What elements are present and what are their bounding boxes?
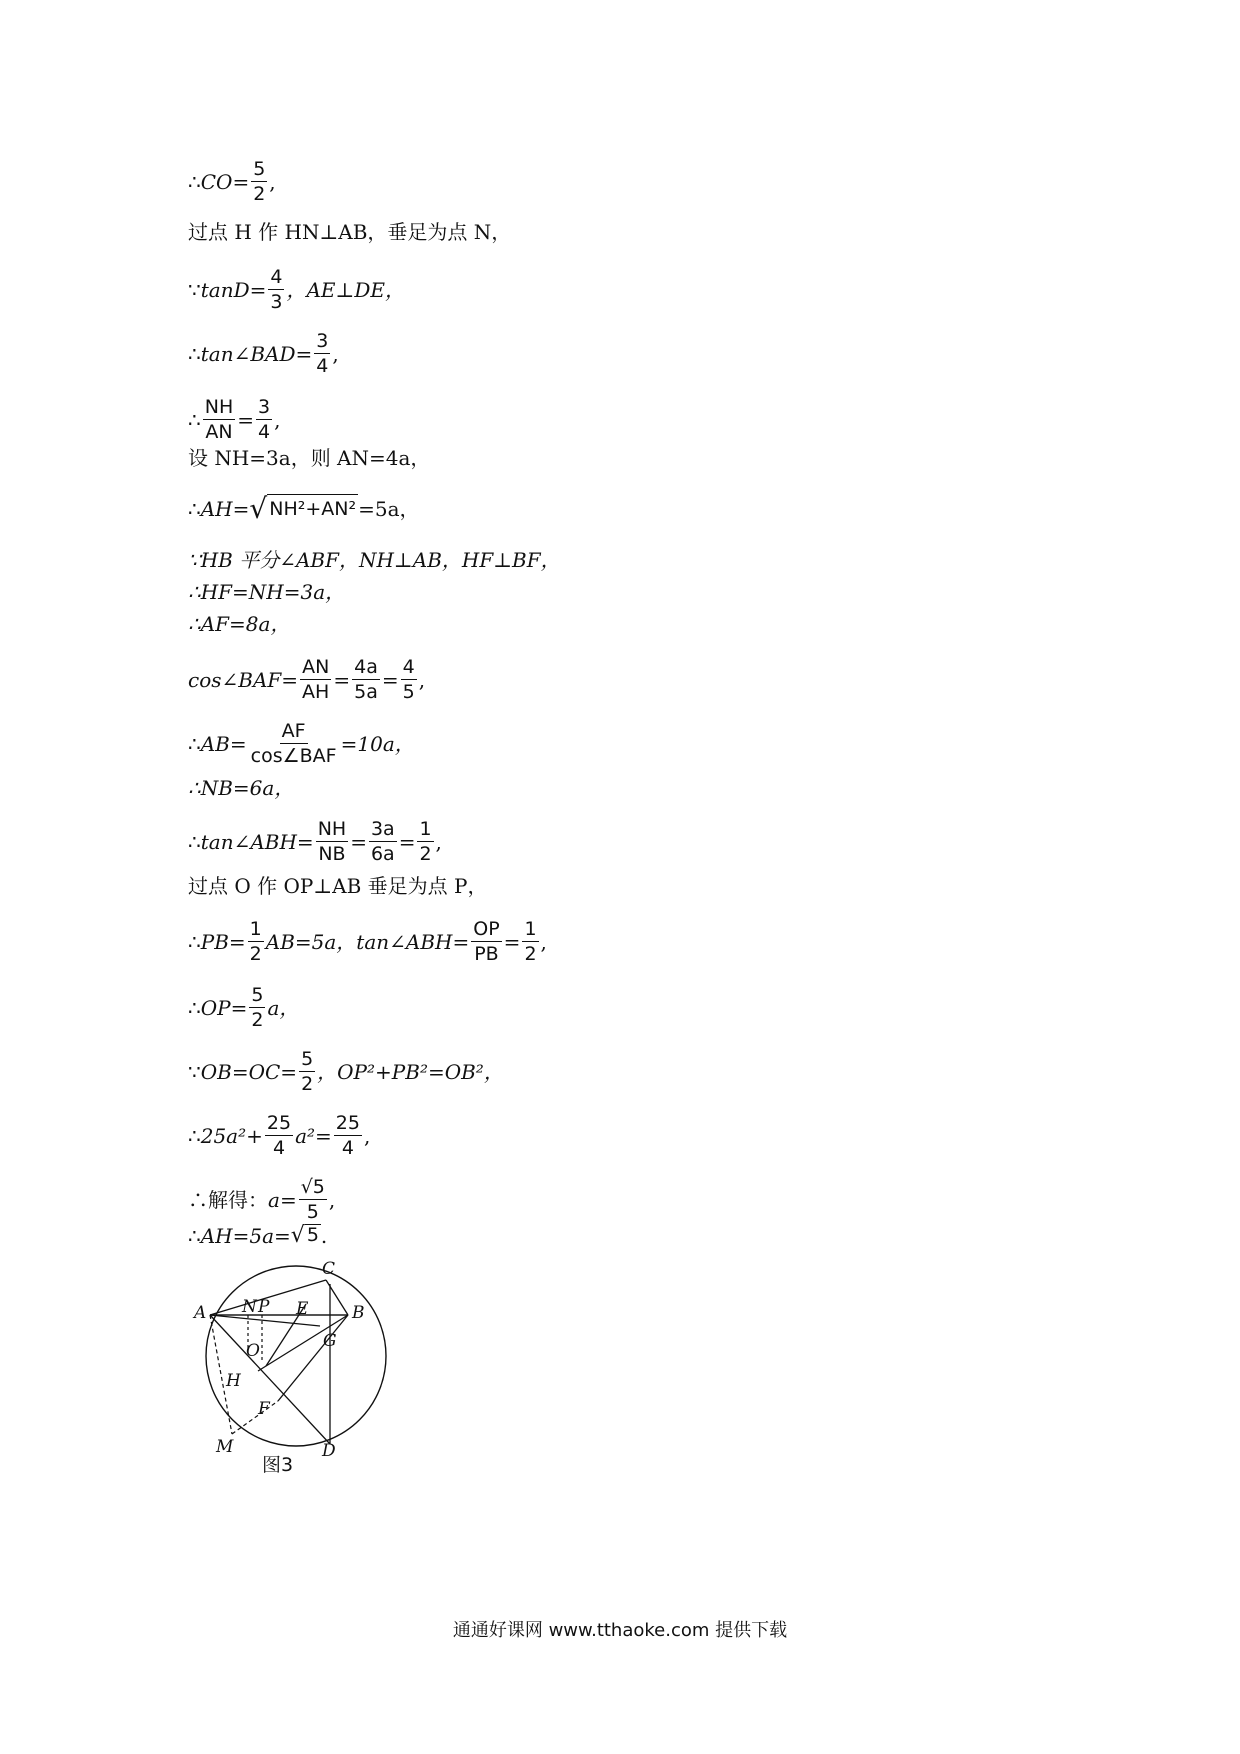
denominator: 3 (270, 291, 283, 313)
numerator: 4 (270, 266, 283, 288)
numerator: OP (473, 918, 500, 940)
tail-text: , (363, 1123, 371, 1148)
symbol-because: ∵ (188, 277, 201, 302)
numerator: 3 (258, 396, 271, 418)
equals: = (503, 929, 521, 954)
tail-text: , (274, 407, 281, 432)
fraction (401, 656, 417, 703)
symbol-therefore: ∴ (188, 1224, 201, 1248)
expr-lhs: 25a²+ (200, 1123, 263, 1148)
equals: = (350, 829, 367, 854)
symbol-therefore: ∴ (188, 929, 201, 954)
tail-text: , (328, 1187, 336, 1212)
line-pb (188, 918, 547, 965)
numerator: 4a (354, 656, 378, 678)
line-text: ∴NB=6a， (188, 776, 295, 800)
numerator: AF (281, 720, 306, 742)
tail-text: a， (267, 995, 300, 1020)
label-g: G (323, 1331, 337, 1351)
label-h: H (226, 1371, 241, 1391)
page-footer: 通通好课网 www.tthaoke.com 提供下载 (452, 1620, 788, 1641)
equals: = (398, 829, 416, 854)
fraction (268, 266, 284, 313)
fraction (471, 918, 501, 965)
numerator: 25 (266, 1112, 292, 1134)
denominator: AN (205, 421, 233, 443)
symbol-therefore: ∴ (188, 995, 201, 1020)
label-e: E (296, 1299, 309, 1319)
fraction (251, 158, 267, 205)
numerator: 5 (253, 158, 266, 180)
equals: = (381, 667, 399, 692)
denominator: 6a (370, 843, 395, 865)
segment-fb (278, 1315, 348, 1401)
fraction (299, 1176, 327, 1223)
tail-text: =10a， (340, 731, 415, 756)
equals: = (229, 731, 247, 756)
equals: = (280, 1059, 298, 1084)
fraction (265, 1112, 293, 1159)
numerator: 1 (249, 918, 262, 940)
numerator: 1 (419, 818, 432, 840)
denominator: 2 (524, 943, 537, 965)
label-a: A (194, 1303, 207, 1323)
numerator: 4 (402, 656, 415, 678)
denominator: NB (318, 843, 346, 865)
equals: = (249, 277, 267, 302)
radical-sign-icon: √ (249, 492, 268, 525)
line-ob-oc (188, 1048, 504, 1095)
denominator: 4 (258, 421, 271, 443)
middle-text: a²= (295, 1123, 332, 1148)
denominator: 4 (272, 1137, 286, 1159)
symbol-therefore: ∴ (188, 169, 201, 194)
symbol-therefore: ∴ (188, 407, 201, 432)
fraction (369, 818, 397, 865)
expr-lhs: OB=OC (200, 1059, 281, 1084)
tail-text: , (435, 829, 442, 854)
fraction (352, 656, 380, 703)
segment-cb (326, 1280, 348, 1315)
equals: = (237, 407, 254, 432)
expr-lhs: tanD (200, 277, 250, 302)
line-equation-a (188, 1112, 370, 1159)
tail-text: , (332, 341, 339, 366)
denominator: 2 (251, 1009, 264, 1031)
line-af (188, 612, 290, 636)
line-text: 设 NH=3a，则 AN=4a， (188, 446, 431, 470)
tail-text: ，AE⊥DE， (286, 277, 405, 302)
middle-text: AB=5a，tan∠ABH= (265, 929, 470, 954)
fraction (522, 918, 538, 965)
expr-lhs: a (268, 1187, 280, 1212)
expr-lhs: cos∠BAF (188, 667, 282, 692)
line-solve-a (188, 1176, 335, 1223)
denominator: AH (302, 681, 330, 703)
line-hb-bisects (188, 548, 561, 572)
expr-lhs: AH (200, 497, 233, 521)
numerator: 25 (335, 1112, 360, 1134)
radicand: NH²+AN² (267, 494, 358, 524)
radicand: 5 (306, 1224, 319, 1246)
symbol-therefore: ∴ (188, 497, 201, 521)
tail-text: , (418, 667, 426, 692)
equals: = (333, 667, 351, 692)
denominator: 2 (419, 843, 432, 865)
equals: = (228, 929, 246, 954)
symbol-therefore: ∴ (188, 731, 201, 756)
tail-text: . (320, 1224, 328, 1248)
numerator: 3a (370, 818, 395, 840)
fraction (300, 656, 331, 703)
numerator: 1 (524, 918, 537, 940)
numerator: 5 (301, 1048, 314, 1070)
line-text: ∴HF=NH=3a， (188, 580, 346, 604)
line-text: ∵HB 平分∠ABF，NH⊥AB，HF⊥BF， (188, 548, 561, 572)
tail-text: ，OP²+PB²=OB²， (317, 1059, 504, 1084)
denominator: 5 (402, 681, 415, 703)
label-f: F (258, 1399, 270, 1419)
line-ab (188, 720, 415, 767)
equals: = (232, 169, 250, 194)
label-o: O (246, 1341, 260, 1361)
expr-lhs: AB (200, 731, 230, 756)
line-hf (188, 580, 345, 604)
denominator: cos∠BAF (250, 745, 337, 767)
expr-lhs: PB (200, 929, 229, 954)
label-p: P (258, 1297, 270, 1317)
equals: = (279, 1187, 297, 1212)
line-nb (188, 776, 294, 800)
geometry-figure (194, 1256, 396, 1461)
denominator: 2 (253, 183, 266, 205)
equals: = (232, 497, 250, 521)
line-co (188, 158, 276, 205)
line-ah-sqrt (188, 494, 420, 524)
fraction (249, 984, 265, 1031)
equals: = (296, 829, 314, 854)
symbol-therefore: ∴ (188, 829, 201, 854)
radical-sign-icon: √ (290, 1223, 305, 1248)
line-cos-baf (188, 656, 425, 703)
equals: = (295, 341, 313, 366)
line-text: 过点 H 作 HN⊥AB，垂足为点 N， (188, 220, 512, 244)
fraction (314, 330, 330, 377)
line-tand (188, 266, 405, 313)
denominator: 4 (316, 355, 329, 377)
fraction (256, 396, 272, 443)
denominator: 4 (341, 1137, 354, 1159)
expr-lhs: tan∠ABH (200, 829, 297, 854)
label-c: C (322, 1259, 336, 1279)
symbol-therefore: ∴ (188, 1123, 201, 1148)
figure-caption: 图3 (262, 1454, 294, 1476)
label-d: D (322, 1441, 336, 1461)
numerator: AN (302, 656, 330, 678)
expr-lhs: OP (200, 995, 231, 1020)
denominator: PB (474, 943, 499, 965)
line-text: 过点 O 作 OP⊥AB 垂足为点 P， (188, 874, 488, 898)
line-set-nh (188, 446, 430, 470)
label-b: B (352, 1303, 365, 1323)
line-nh-an (188, 396, 280, 443)
line-text: ∴AF=8a， (188, 612, 291, 636)
fraction (248, 918, 264, 965)
label-m: M (216, 1437, 234, 1457)
line-tan-abh (188, 818, 442, 865)
square-root (249, 494, 358, 524)
expr-lhs: CO (200, 169, 233, 194)
circle-o (206, 1266, 386, 1446)
tail-text: =5a， (358, 497, 420, 521)
denominator: 5 (306, 1201, 319, 1223)
expr-lhs: AH=5a= (200, 1224, 291, 1248)
square-root (291, 1224, 321, 1248)
line-ah-result (188, 1224, 327, 1248)
tail-text: , (269, 169, 276, 194)
line-tan-bad (188, 330, 339, 377)
line-construct-hn (188, 220, 511, 244)
numerator: 3 (316, 330, 329, 352)
numerator: NH (204, 396, 234, 418)
line-op (188, 984, 299, 1031)
numerator: √5 (300, 1176, 325, 1198)
tail-text: , (540, 929, 547, 954)
denominator: 2 (249, 943, 262, 965)
fraction (203, 396, 236, 443)
label-n: N (242, 1297, 257, 1317)
numerator: NH (317, 818, 347, 840)
numerator: 5 (251, 984, 264, 1006)
equals: = (230, 995, 248, 1020)
denominator: 2 (301, 1073, 314, 1095)
fraction (417, 818, 433, 865)
segment-mh-dashed (232, 1401, 278, 1434)
fraction (299, 1048, 315, 1095)
symbol-therefore: ∴ (188, 341, 201, 366)
denominator: 5a (354, 681, 378, 703)
symbol-because: ∵ (188, 1059, 201, 1084)
symbol-therefore: ∴解得： (188, 1187, 268, 1212)
equals: = (281, 667, 299, 692)
fraction (334, 1112, 362, 1159)
fraction (316, 818, 349, 865)
line-construct-op (188, 874, 487, 898)
expr-lhs: tan∠BAD (200, 341, 296, 366)
fraction (249, 720, 339, 767)
